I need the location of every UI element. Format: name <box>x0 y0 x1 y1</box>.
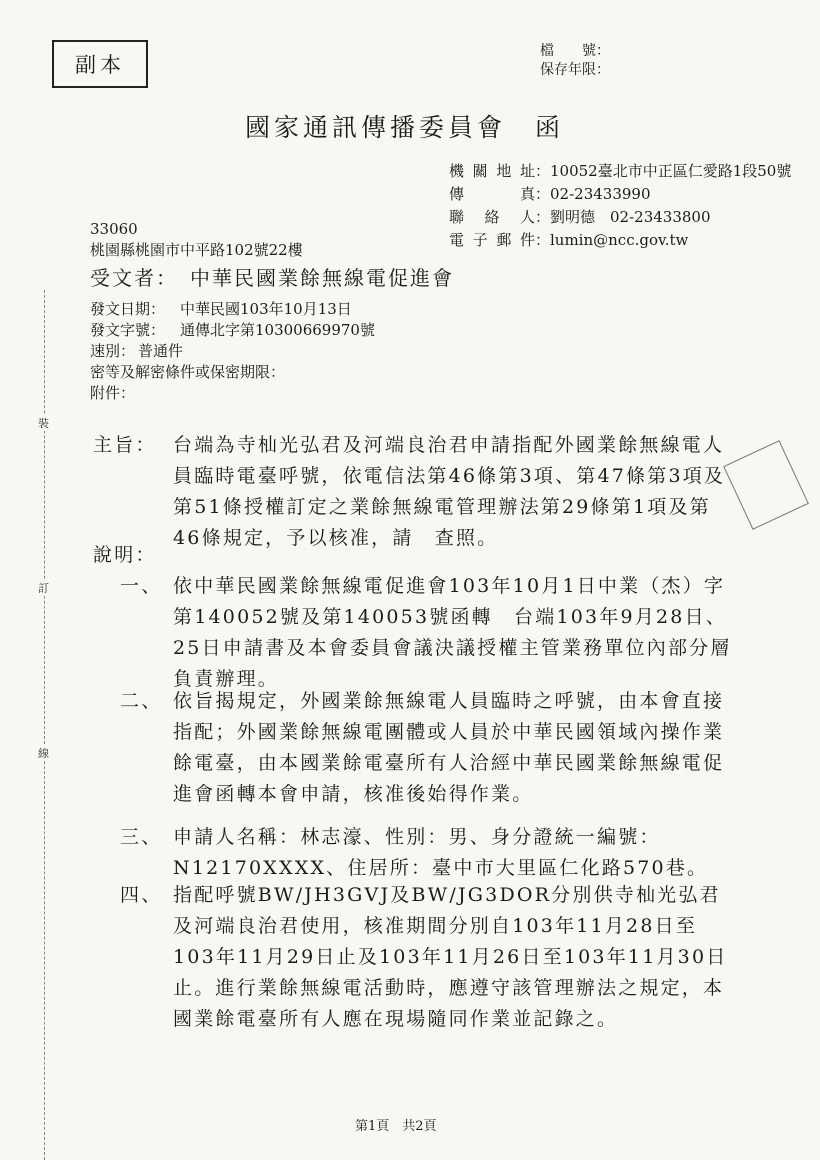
agency-email-row <box>449 229 791 252</box>
meta-key: 發文日期： <box>90 300 166 318</box>
item-number: 三、 <box>120 826 163 848</box>
info-key: 傳 真 <box>449 185 535 203</box>
item-number: 二、 <box>120 690 163 712</box>
info-key: 電子郵件 <box>449 231 535 249</box>
info-key: 聯 絡 人 <box>449 208 535 226</box>
meta-key: 速別： <box>90 342 136 360</box>
document-title: 國家通訊傳播委員會 函 <box>245 113 565 142</box>
item-number: 四、 <box>120 884 163 906</box>
document-number-row <box>90 320 375 341</box>
explanation-item-text: 申請人名稱：林志濠、性別：男、身分證統一編號：N12170XXXX、住居所：臺中市大里區仁化路570巷。 <box>173 826 709 879</box>
document-meta <box>90 299 375 404</box>
meta-key: 發文字號： <box>90 321 166 339</box>
archive-info <box>540 42 610 80</box>
margin-mark-bind: 裝 <box>38 417 49 430</box>
agency-contact-info <box>449 160 791 252</box>
received-stamp <box>723 440 809 530</box>
recipient-address: 桃園縣桃園市中平路102號22樓 <box>90 241 303 259</box>
recipient-address-block <box>90 219 303 261</box>
meta-key: 附件： <box>90 384 136 402</box>
subject-text: 台端為寺杣光弘君及河端良治君申請指配外國業餘無線電人員臨時電臺呼號，依電信法第46條第3項、第47條第3項及第51條授權訂定之業餘無線電管理辦法第29條第1項及第46條規定，予以核准，請 查照。 <box>173 434 726 549</box>
info-value: ：10052臺北市中正區仁愛路1段50號 <box>535 162 792 180</box>
agency-fax-row <box>449 183 791 206</box>
attachment-row <box>90 383 375 404</box>
info-value: ：劉明德 02-23433800 <box>535 208 711 226</box>
meta-value: 中華民國103年10月13日 <box>180 300 352 318</box>
copy-stamp-box <box>52 40 148 88</box>
retention-period-label: 保存年限： <box>540 62 610 78</box>
explanation-item-text: 依旨揭規定，外國業餘無線電人員臨時之呼號，由本會直接指配；外國業餘無線電團體或人員於中華民國領域內操作業餘電臺，由本國業餘電臺所有人洽經中華民國業餘無線電促進會函轉本會申請，核准後始得作業。 <box>173 690 725 805</box>
urgency-row <box>90 341 375 362</box>
info-value: ：lumin@ncc.gov.tw <box>535 231 689 249</box>
page-number: 第1頁 共2頁 <box>355 1119 437 1134</box>
copy-label: 副本 <box>75 53 125 77</box>
explanation-item-text: 指配呼號BW/JH3GVJ及BW/JG3DOR分別供寺杣光弘君及河端良治君使用，核准期間分別自103年11月28日至103年11月29日止及103年11月26日至103年11月30日止。進行業餘無線電活動時，應遵守該管理辦法之規定，本國業餘電臺所有人應在現場隨同作業並記錄之。 <box>173 884 728 1030</box>
agency-contact-row <box>449 206 791 229</box>
issue-date-row <box>90 299 375 320</box>
meta-value: 通傳北字第10300669970號 <box>180 321 375 339</box>
margin-mark-stitch: 訂 <box>38 582 49 595</box>
info-key: 機關地址 <box>449 162 535 180</box>
postal-code: 33060 <box>90 220 138 238</box>
agency-address-row <box>449 160 791 183</box>
item-number: 一、 <box>120 575 163 597</box>
archive-number-label: 檔 號： <box>540 43 610 59</box>
confidentiality-row <box>90 362 375 383</box>
meta-value: 普通件 <box>138 342 184 360</box>
subject-label: 主旨： <box>93 434 157 456</box>
recipient-line: 受文者： 中華民國業餘無線電促進會 <box>90 266 454 290</box>
explanation-label: 說明： <box>93 544 157 566</box>
explanation-item-text: 依中華民國業餘無線電促進會103年10月1日中業（杰）字第140052號及第140053號函轉 台端103年9月28日、25日申請書及本會委員會議決議授權主管業務單位內部分層負責辦理。 <box>173 575 732 690</box>
margin-mark-line: 線 <box>38 747 49 760</box>
info-value: ：02-23433990 <box>535 185 651 203</box>
meta-key: 密等及解密條件或保密期限： <box>90 363 286 381</box>
